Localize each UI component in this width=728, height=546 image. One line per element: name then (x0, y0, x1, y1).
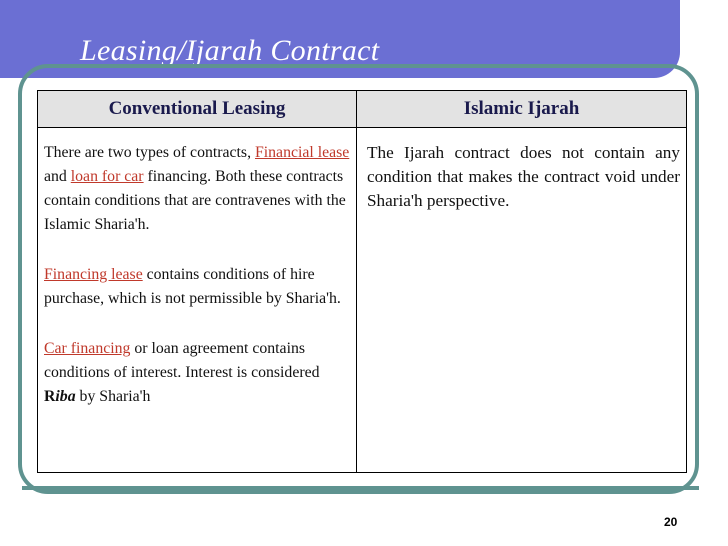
header-islamic-ijarah: Islamic Ijarah (357, 91, 686, 127)
paragraph-financing-lease (44, 263, 352, 311)
column-divider (356, 91, 357, 472)
riba-initial: R (44, 388, 56, 405)
paragraph-car-financing (44, 337, 352, 409)
header-conventional-leasing: Conventional Leasing (38, 91, 356, 127)
page-number: 20 (664, 515, 678, 529)
text-span: There are two types of contracts, (44, 144, 255, 161)
text-span: and (44, 168, 71, 185)
frame-bottom-line (22, 486, 699, 490)
financial-lease-term: Financial lease (254, 144, 350, 161)
conventional-leasing-cell (44, 141, 352, 435)
text-span: or loan agreement contains conditions of interest. Interest is considered (44, 340, 320, 381)
car-financing-term: Car financing (44, 340, 131, 357)
islamic-ijarah-cell: The Ijarah contract does not contain any condition that makes the contract void under Sharia'h perspective. (367, 143, 680, 210)
text-span: financing. Both these contracts contain conditions that are contravenes with the Islamic Sharia'h. (44, 168, 346, 233)
riba-term: iba (55, 388, 76, 405)
text-span: contains conditions of hire purchase, which is not permissible by Sharia'h. (44, 266, 341, 307)
slide-title: Leasing/Ijarah Contract (80, 34, 380, 67)
comparison-table (37, 90, 687, 473)
header-divider (38, 127, 686, 128)
paragraph-contract-types (44, 141, 352, 237)
financing-lease-term: Financing lease (44, 266, 143, 283)
text-span: by Sharia'h (75, 388, 151, 405)
loan-for-car-term: loan for car (70, 168, 144, 185)
